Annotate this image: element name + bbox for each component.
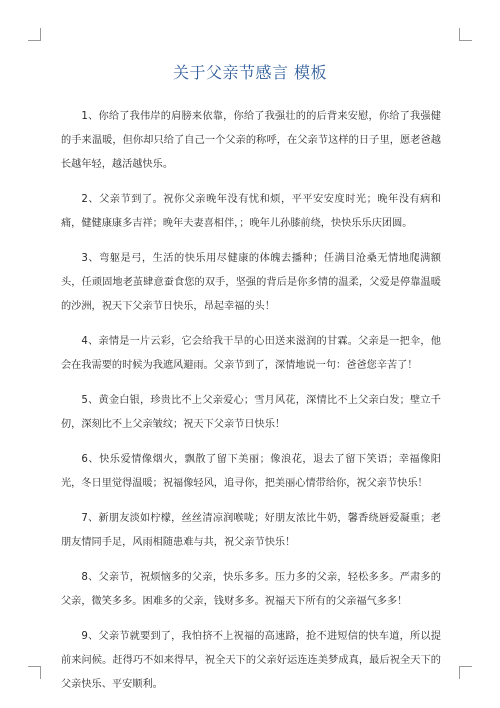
crop-mark-bottom-right [459,666,472,679]
paragraph-3: 3、弯躯是弓，生活的快乐用尽健康的体魄去播种；任满目沧桑无情地爬满额头，任顽固地老茧肆意蚕食您的双手，坚强的背后是你多情的温柔，父爱是停靠温暖的沙洲，祝天下父亲节日快乐，昂起幸福的头！ [61,253,441,312]
paragraph-4: 4、亲情是一片云彩，它会给我干旱的心田送来滋润的甘霖。父亲是一把伞，他会在我需要的时候为我遮风避雨。父亲节到了，深情地说一句：爸爸您辛苦了！ [61,336,441,371]
paragraph-6: 6、快乐爱情像烟火，飘散了留下美丽；像浪花，退去了留下笑语；幸福像阳光，冬日里觉得温暖；祝福像轻风，追寻你，把美丽心情带给你，祝父亲节快乐！ [61,454,441,489]
document-body [61,105,441,708]
paragraph-8: 8、父亲节，祝烦恼多的父亲，快乐多多。压力多的父亲，轻松多多。严肃多的父亲，微笑多多。困难多的父亲，钱财多多。祝福天下所有的父亲福气多多！ [61,572,441,607]
crop-mark-bottom-left [28,666,41,679]
paragraph-7: 7、新朋友淡如柠檬，丝丝清凉润喉咙；好朋友浓比牛奶，馨香绕唇爱凝重；老朋友情同手足，风雨相随患难与共，祝父亲节快乐！ [61,513,441,548]
paragraph-5: 5、黄金白银，珍贵比不上父亲爱心；雪月风花，深情比不上父亲白发；壁立千仞，深刻比不上父亲皱纹；祝天下父亲节日快乐！ [61,395,441,430]
crop-mark-top-left [28,28,41,41]
paragraph-2: 2、父亲节到了。祝你父亲晚年没有忧和烦，平平安安度时光；晚年没有病和痛，健健康康多吉祥；晚年夫妻喜相伴，；晚年儿孙膝前绕，快快乐乐庆团圆。 [61,194,441,229]
document-title: 关于父亲节感言 模板 [172,63,328,82]
paragraph-1: 1、你给了我伟岸的肩膀来依靠，你给了我强壮的的后背来安慰，你给了我强健的手来温暖，但你却只给了自己一个父亲的称呼，在父亲节这样的日子里，愿老爸越长越年轻，越活越快乐。 [61,111,441,170]
crop-mark-top-right [459,28,472,41]
paragraph-9: 9、父亲节就要到了，我怕挤不上祝福的高速路，抢不进短信的快车道，所以提前来问候。赶得巧不如来得早，祝全天下的父亲好运连连美梦成真，最后祝全天下的父亲快乐、平安顺利。 [61,631,441,690]
